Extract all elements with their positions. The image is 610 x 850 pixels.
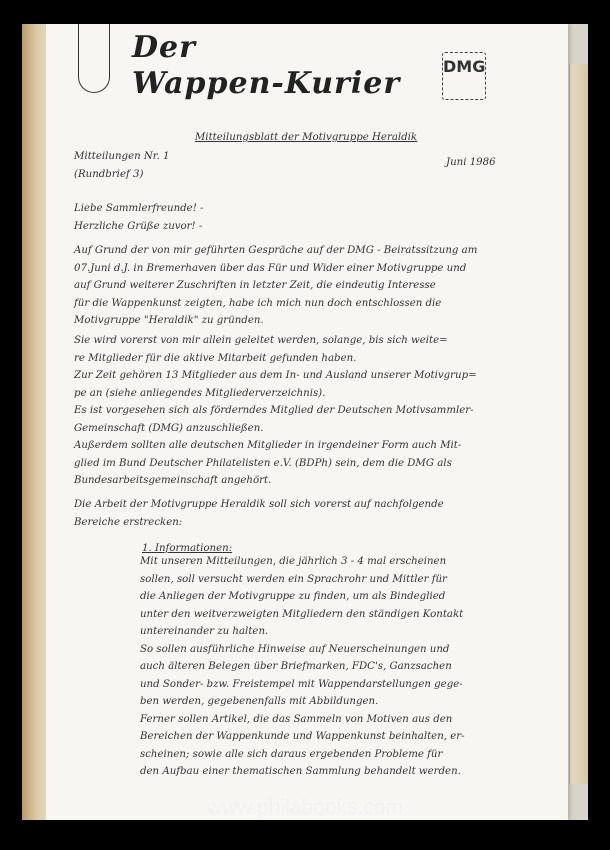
watermark-url: www.philabooks.com: [206, 796, 404, 819]
photo: [22, 24, 588, 820]
greeting-line: Liebe Sammlerfreunde! -: [74, 203, 204, 214]
subtitle: Mitteilungsblatt der Motivgruppe Heraldik: [194, 132, 418, 143]
text-line: Gemeinschaft (DMG) anzuschließen.: [74, 422, 264, 434]
shield-outline-icon: [78, 24, 110, 93]
text-line: auch älteren Belegen über Briefmarken, FDC's, Ganzsachen: [140, 661, 452, 672]
masthead-title: [132, 30, 400, 102]
title-line-2: Wappen-Kurier: [132, 66, 401, 101]
text-line: sollen, soll versucht werden ein Sprachrohr und Mittler für: [140, 573, 447, 585]
text-line: den Aufbau einer thematischen Sammlung behandelt werden.: [140, 766, 461, 777]
text-line: Sie wird vorerst von mir allein geleitet werden, solange, bis sich weite=: [74, 335, 448, 346]
text-line: Mit unseren Mitteilungen, die jährlich 3 - 4 mal erscheinen: [140, 556, 447, 567]
paragraph-2: [74, 332, 554, 490]
list-heading: 1. Informationen:: [142, 543, 233, 554]
text-line: auf Grund weiterer Zuschriften in letzter Zeit, die eindeutig Interesse: [74, 280, 436, 291]
paragraph-3: [74, 496, 554, 531]
greeting-line: Herzliche Grüße zuvor! -: [74, 220, 203, 232]
text-line: re Mitglieder für die aktive Mitarbeit gefunden haben.: [74, 352, 357, 364]
issue-date: Juni 1986: [446, 157, 496, 168]
text-line: Bereiche erstrecken:: [74, 516, 183, 528]
circular-number: (Rundbrief 3): [74, 168, 144, 180]
text-line: untereinander zu halten.: [140, 626, 269, 637]
text-line: So sollen ausführliche Hinweise auf Neuerscheinungen und: [140, 643, 450, 655]
text-line: scheinen; sowie alle sich daraus ergebenden Probleme für: [140, 748, 443, 760]
text-line: Die Arbeit der Motivgruppe Heraldik soll sich vorerst auf nachfolgende: [74, 499, 444, 510]
text-line: und Sonder- bzw. Freistempel mit Wappendarstellungen gege-: [140, 678, 463, 690]
binder-edge-right: [569, 64, 588, 784]
text-line: Bundesarbeitsgemeinschaft angehört.: [74, 475, 272, 486]
text-line: glied im Bund Deutscher Philatelisten e.V. (BDPh) sein, dem die DMG als: [74, 457, 452, 469]
text-line: 07.Juni d.J. in Bremerhaven über das Für und Wider einer Motivgruppe und: [74, 262, 467, 274]
title-line-1: Der: [132, 30, 196, 65]
text-line: ben werden, gegebenenfalls mit Abbildungen.: [140, 696, 379, 707]
text-line: unter den weitverzweigten Mitgliedern den ständigen Kontakt: [140, 608, 464, 620]
text-line: Bereichen der Wappenkunde und Wappenkunst beinhalten, er-: [140, 731, 465, 742]
text-line: für die Wappenkunst zeigten, habe ich mich nun doch entschlossen die: [74, 297, 442, 309]
text-line: Außerdem sollten alle deutschen Mitglieder in irgendeiner Form auch Mit-: [74, 440, 462, 451]
information-list: [140, 553, 560, 781]
text-line: Auf Grund der von mir geführten Gespräche auf der DMG - Beiratssitzung am: [74, 245, 478, 256]
text-line: pe an (siehe anliegendes Mitgliederverzeichnis).: [74, 387, 326, 399]
dmg-logo: DMG: [442, 52, 486, 100]
text-line: Es ist vorgesehen sich als förderndes Mitglied der Deutschen Motivsammler-: [74, 405, 474, 416]
greeting: [74, 200, 554, 235]
text-line: Zur Zeit gehören 13 Mitglieder aus dem In- und Ausland unserer Motivgrup=: [74, 370, 477, 381]
paragraph-1: [74, 242, 554, 330]
text-line: Motivgruppe "Heraldik" zu gründen.: [74, 315, 264, 326]
text-line: die Anliegen der Motivgruppe zu finden, um als Bindeglied: [140, 591, 446, 602]
document-page: [46, 24, 568, 820]
text-line: Ferner sollen Artikel, die das Sammeln von Motiven aus den: [140, 713, 453, 725]
issue-number: Mitteilungen Nr. 1: [74, 151, 170, 162]
